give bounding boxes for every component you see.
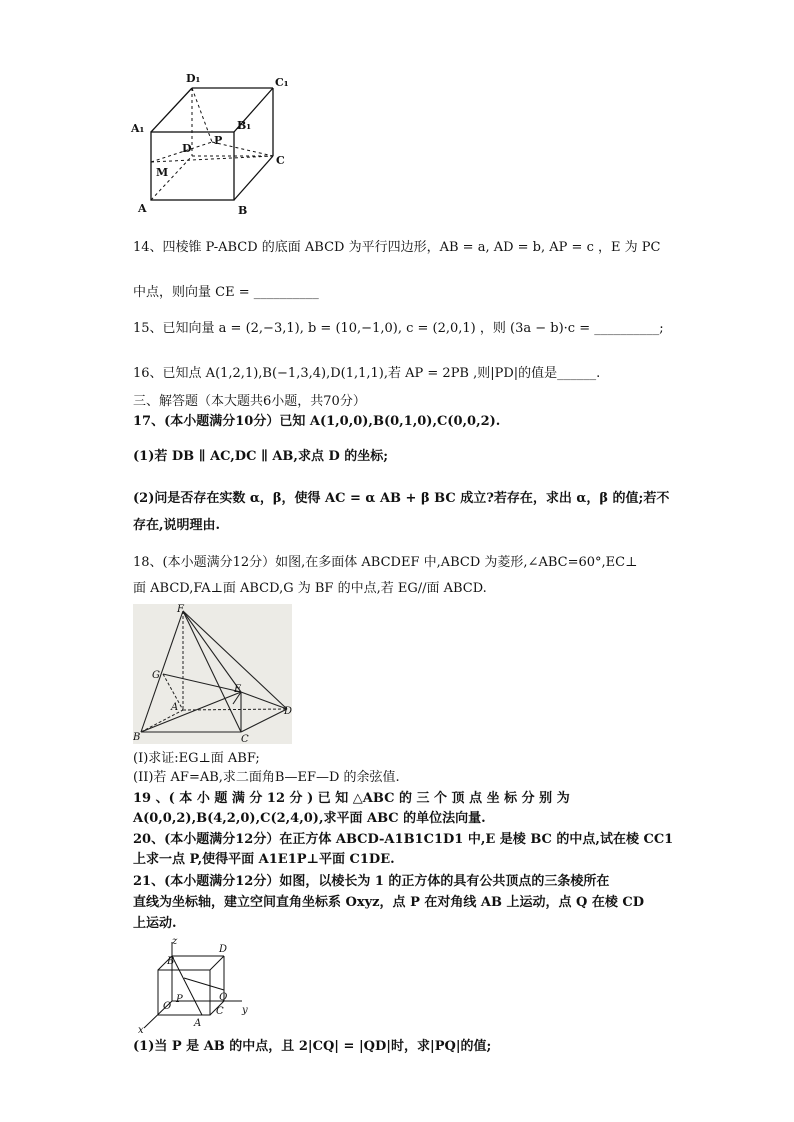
label-d1: D₁ [186,72,201,85]
q20-line2: 上求一点 P,使得平面 A1E1P⊥平面 C1DE. [133,852,395,867]
coordinate-cube-figure [138,938,250,1034]
label-c: C [276,154,285,167]
q19-line1: 19 、( 本 小 题 满 分 12 分 ) 已 知 △ABC 的 三 个 顶 点 坐 标 分 别 为 [133,791,570,806]
q16-line1: 16、已知点 A(1,2,1),B(−1,3,4),D(1,1,1),若 AP = 2PB ,则|PD|的值是______. [133,366,601,381]
fig21-label-p: P [176,994,183,1005]
fig21-label-c: C [216,1006,224,1017]
q17-line1: 17、(本小题满分10分）已知 A(1,0,0),B(0,1,0),C(0,0,2). [133,414,501,429]
fig21-label-d: D [219,944,228,955]
cube-figure [128,68,298,220]
fig21-label-y: y [242,1005,248,1016]
fig18-label-g: G [152,670,160,681]
fig18-label-e: E [234,684,242,695]
q21-line1: 21、(本小题满分12分）如图，以棱长为 1 的正方体的具有公共顶点的三条棱所在 [133,874,610,889]
q17-part1: (1)若 DB ∥ AC,DC ∥ AB,求点 D 的坐标; [133,449,389,464]
q18-line1: 18、(本小题满分12分）如图,在多面体 ABCDEF 中,ABCD 为菱形,∠ABC=60°,EC⊥ [133,555,638,570]
polyhedron-figure [133,604,292,744]
q18-part2: (II)若 AF=AB,求二面角B—EF—D 的余弦值. [133,770,400,785]
q18-part1: (I)求证:EG⊥面 ABF; [133,751,260,766]
q14-line2: 中点，则向量 CE = __________ [133,285,319,300]
label-a: A [138,202,147,215]
label-b1: B₁ [237,119,252,132]
fig21-label-a: A [194,1018,202,1029]
label-b: B [238,204,248,217]
q17-part2-line2: 存在,说明理由. [133,518,221,533]
q20-line1: 20、(本小题满分12分）在正方体 ABCD-A1B1C1D1 中,E 是棱 BC 的中点,试在棱 CC1 [133,832,674,847]
label-m: M [156,166,169,179]
fig21-label-b: B [167,956,175,967]
fig18-label-d: D [284,706,292,717]
q15-line1: 15、已知向量 a = (2,−3,1), b = (10,−1,0), c = (2,0,1) ，则 (3a − b)·c = __________; [133,321,664,336]
fig21-label-z: z [172,938,178,947]
q21-line2: 直线为坐标轴，建立空间直角坐标系 Oxyz，点 P 在对角线 AB 上运动，点 Q 在棱 CD [133,895,645,910]
fig18-label-b: B [133,732,141,743]
q18-line2: 面 ABCD,FA⊥面 ABCD,G 为 BF 的中点,若 EG//面 ABCD. [133,581,487,596]
fig18-label-c: C [241,734,249,744]
label-c1: C₁ [275,76,289,89]
q21-line3: 上运动. [133,916,177,931]
fig18-label-f: F [177,604,184,615]
label-p: P [214,134,223,147]
label-d: D [182,142,192,155]
label-a1: A₁ [131,122,145,135]
fig21-label-q: Q [219,992,228,1003]
q21-part1: (1)当 P 是 AB 的中点，且 2|CQ| = |QD|时，求|PQ|的值; [133,1039,492,1054]
section-title: 三、解答题（本大题共6小题，共70分） [133,394,366,409]
fig21-label-o: O [163,1001,172,1012]
q17-part2-line1: (2)问是否存在实数 α，β，使得 AC = α AB + β BC 成立?若存在，求出 α，β 的值;若不 [133,491,670,506]
q14-line1: 14、四棱锥 P-ABCD 的底面 ABCD 为平行四边形，AB = a, AD = b, AP = c ，E 为 PC [133,240,661,255]
q19-line2: A(0,0,2),B(4,2,0),C(2,4,0),求平面 ABC 的单位法向量. [133,811,486,826]
fig21-label-x: x [138,1025,144,1034]
fig18-label-a: A [171,702,179,713]
